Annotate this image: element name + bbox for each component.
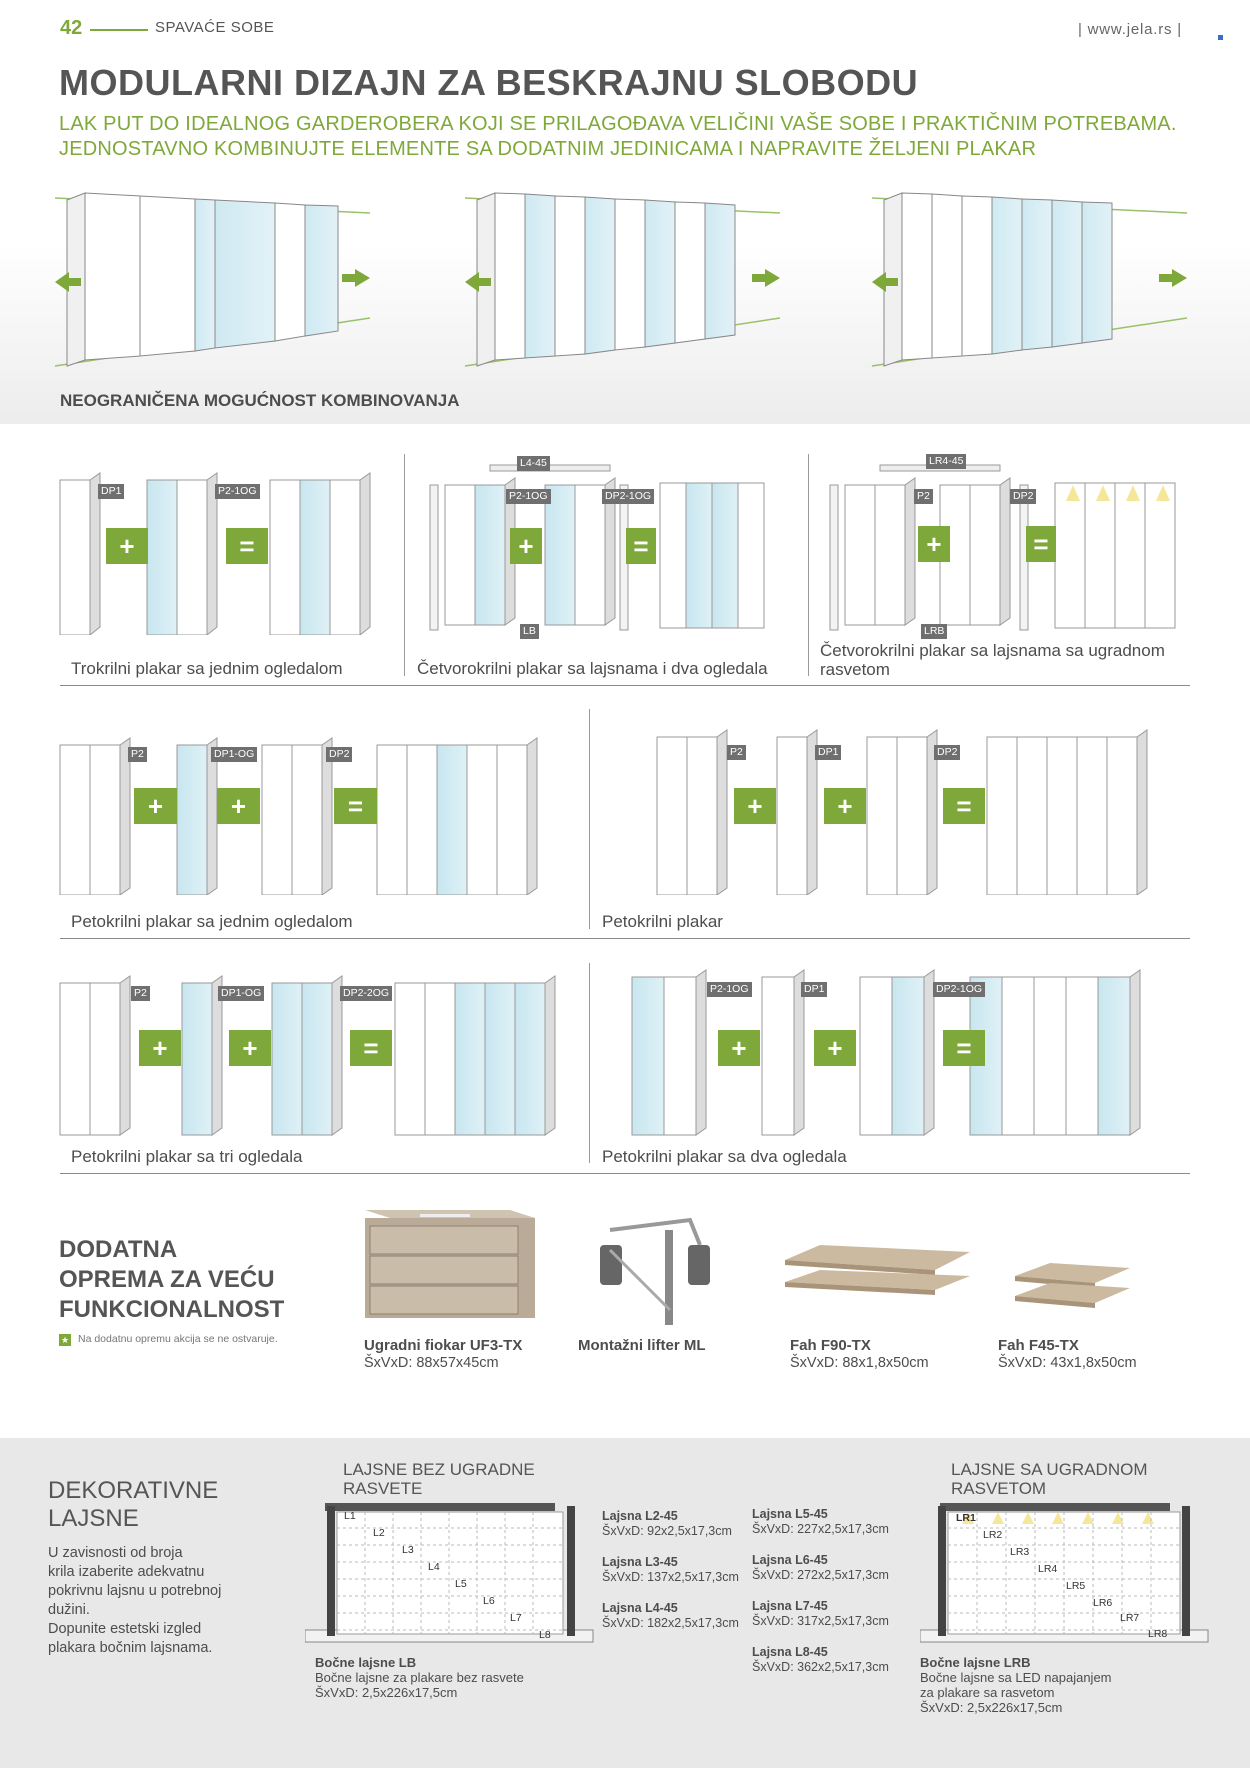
- plus-operator: +: [918, 526, 950, 562]
- star-icon: ★: [60, 1335, 70, 1345]
- lajsna-dims: ŠxVxD: 92x2,5x17,3cm: [602, 1524, 732, 1538]
- molding-label: L2: [373, 1527, 385, 1539]
- with-light-title-1: LAJSNE SA UGRADNOM: [951, 1460, 1148, 1479]
- accessories-title-1: DODATNA: [59, 1236, 178, 1263]
- molding-label: LR1: [956, 1512, 976, 1524]
- lajsna-name: Lajsna L7-45: [752, 1599, 828, 1613]
- badge-p2: P2: [914, 489, 933, 504]
- combo-caption: Petokrilni plakar: [602, 912, 723, 931]
- lajsna-item: [602, 1601, 739, 1631]
- wardrobe-illustration-1: [55, 193, 370, 366]
- with-light-title-2: RASVETOM: [951, 1479, 1047, 1498]
- side-molding-desc: Bočne lajsne sa LED napajanjem: [920, 1670, 1112, 1685]
- molding-label: LR7: [1120, 1612, 1140, 1624]
- product-dims: ŠxVxD: 43x1,8x50cm: [998, 1355, 1137, 1371]
- molding-label: LR2: [983, 1529, 1003, 1541]
- plus-operator: +: [718, 1030, 760, 1066]
- lajsna-dims: ŠxVxD: 317x2,5x17,3cm: [752, 1614, 889, 1628]
- wardrobe-illustration-2: [465, 193, 780, 366]
- molding-label: LR3: [1010, 1546, 1030, 1558]
- combo-caption: Četvorokrilni plakar sa lajsnama i dva ogledala: [417, 659, 768, 678]
- page-title: MODULARNI DIZAJN ZA BESKRAJNU SLOBODU: [59, 62, 919, 103]
- badge-dp2: DP2: [934, 745, 960, 760]
- side-molding-dims: ŠxVxD: 2,5x226x17,5cm: [920, 1700, 1063, 1715]
- combo-2-drawing: [430, 465, 764, 630]
- side-molding-name: Bočne lajsne LB: [315, 1655, 417, 1670]
- badge-p2-1og: P2-1OG: [707, 982, 752, 997]
- decor-desc-line: dužini.: [48, 1602, 90, 1618]
- lajsna-item: [602, 1555, 739, 1585]
- molding-label: LR4: [1038, 1563, 1058, 1575]
- equals-operator: =: [943, 788, 985, 824]
- badge-dp2: DP2: [1010, 489, 1036, 504]
- side-molding-name: Bočne lajsne LRB: [920, 1655, 1031, 1670]
- equals-operator: =: [226, 528, 268, 564]
- equals-operator: =: [334, 788, 377, 824]
- molding-label: LR5: [1066, 1580, 1086, 1592]
- decor-title-1: DEKORATIVNE: [48, 1477, 219, 1504]
- lajsna-item: [752, 1599, 889, 1629]
- side-molding-dims: ŠxVxD: 2,5x226x17,5cm: [315, 1685, 458, 1700]
- product-dims: ŠxVxD: 88x57x45cm: [364, 1355, 499, 1371]
- molding-label: L1: [344, 1510, 356, 1522]
- header-divider: [90, 29, 148, 31]
- intro-subtitle-1: LAK PUT DO IDEALNOG GARDEROBERA KOJI SE PRILAGOĐAVA VELIČINI VAŠE SOBE I PRAKTIČNIM POTREBAMA.: [59, 113, 1177, 135]
- product-name: Fah F90-TX: [790, 1337, 871, 1354]
- wardrobe-illustration-3: [872, 193, 1187, 366]
- plus-operator: +: [217, 788, 260, 824]
- lajsna-item: [752, 1645, 889, 1675]
- decor-description: [48, 1544, 221, 1658]
- no-light-title-2: RASVETE: [343, 1479, 423, 1498]
- decor-desc-line: pokrivnu lajsnu u potrebnoj: [48, 1583, 222, 1599]
- combo-3-drawing: [830, 465, 1175, 630]
- badge-dp2-1og: DP2-1OG: [933, 982, 985, 997]
- decor-desc-line: Dopunite estetski izgled: [48, 1621, 202, 1637]
- section-title: SPAVAĆE SOBE: [155, 19, 275, 36]
- combo-caption: Četvorokrilni plakar sa lajsnama sa ugradnom rasvetom: [820, 641, 1165, 679]
- molding-label: L4: [428, 1561, 440, 1573]
- lajsna-name: Lajsna L8-45: [752, 1645, 828, 1659]
- side-molding-desc: Bočne lajsne za plakare bez rasvete: [315, 1670, 524, 1685]
- logo-dot-icon: [1218, 35, 1223, 40]
- wardrobe-combinations-illustration: [55, 188, 1195, 378]
- drawer-unit-image: [360, 1200, 540, 1325]
- badge-dp1: DP1: [815, 745, 841, 760]
- lifter-image: [590, 1200, 720, 1330]
- badge-lb: LB: [520, 624, 539, 639]
- molding-label: L3: [402, 1544, 414, 1556]
- combo-label: NEOGRANIČENA MOGUĆNOST KOMBINOVANJA: [60, 391, 460, 410]
- equals-operator: =: [943, 1030, 985, 1066]
- badge-lrb: LRB: [921, 624, 947, 639]
- molding-label: L6: [483, 1595, 495, 1607]
- badge-p2: P2: [131, 986, 150, 1001]
- lajsna-dims: ŠxVxD: 182x2,5x17,3cm: [602, 1616, 739, 1630]
- column-divider: [808, 454, 809, 676]
- no-light-title-1: LAJSNE BEZ UGRADNE: [343, 1460, 535, 1479]
- equals-operator: =: [350, 1030, 392, 1066]
- product-dims: ŠxVxD: 88x1,8x50cm: [790, 1355, 929, 1371]
- lajsna-name: Lajsna L2-45: [602, 1509, 678, 1523]
- equals-operator: =: [1026, 526, 1056, 562]
- badge-dp2: DP2: [326, 747, 352, 762]
- lajsna-dims: ŠxVxD: 227x2,5x17,3cm: [752, 1522, 889, 1536]
- lajsna-dims: ŠxVxD: 137x2,5x17,3cm: [602, 1570, 739, 1584]
- plus-operator: +: [134, 788, 177, 824]
- badge-dp1-og: DP1-OG: [211, 747, 257, 762]
- lajsna-item: [602, 1509, 732, 1539]
- row-divider: [60, 1173, 1190, 1174]
- plus-operator: +: [824, 788, 866, 824]
- row-divider: [60, 938, 1190, 939]
- badge-lr4-45: LR4-45: [926, 454, 966, 469]
- lajsna-name: Lajsna L4-45: [602, 1601, 678, 1615]
- lajsna-name: Lajsna L3-45: [602, 1555, 678, 1569]
- badge-dp1: DP1: [98, 484, 124, 499]
- decor-title-2: LAJSNE: [48, 1505, 139, 1532]
- product-name: Fah F45-TX: [998, 1337, 1079, 1354]
- combo-caption: Trokrilni plakar sa jednim ogledalom: [71, 659, 343, 678]
- plus-operator: +: [106, 528, 148, 564]
- website-link[interactable]: | www.jela.rs |: [1078, 21, 1182, 38]
- lajsna-item: [752, 1507, 889, 1537]
- lajsna-item: [752, 1553, 889, 1583]
- decor-desc-line: krila izaberite adekvatnu: [48, 1564, 205, 1580]
- plus-operator: +: [814, 1030, 856, 1066]
- column-divider: [404, 454, 405, 676]
- shelf-90-image: [780, 1240, 970, 1310]
- equals-operator: =: [626, 528, 656, 564]
- badge-dp1: DP1: [801, 982, 827, 997]
- lajsna-dims: ŠxVxD: 362x2,5x17,3cm: [752, 1660, 889, 1674]
- accessories-title-2: OPREMA ZA VEĆU: [59, 1266, 275, 1293]
- page-number: 42: [60, 17, 83, 39]
- shelf-45-image: [1010, 1258, 1135, 1318]
- molding-label: LR8: [1148, 1628, 1168, 1640]
- side-molding-desc: za plakare sa rasvetom: [920, 1685, 1055, 1700]
- badge-dp1-og: DP1-OG: [218, 986, 264, 1001]
- combo-caption: Petokrilni plakar sa tri ogledala: [71, 1147, 303, 1166]
- molding-label: L7: [510, 1612, 522, 1624]
- accessories-title-3: FUNKCIONALNOST: [59, 1296, 285, 1323]
- molding-label: L8: [539, 1629, 551, 1641]
- column-divider: [589, 963, 590, 1163]
- badge-dp2-1og: DP2-1OG: [602, 489, 654, 504]
- lajsna-name: Lajsna L6-45: [752, 1553, 828, 1567]
- badge-l4-45: L4-45: [517, 456, 550, 471]
- plus-operator: +: [734, 788, 776, 824]
- badge-p2: P2: [727, 745, 746, 760]
- combo-caption: Petokrilni plakar sa dva ogledala: [602, 1147, 847, 1166]
- badge-p2-1og: P2-1OG: [506, 489, 551, 504]
- decor-desc-line: U zavisnosti od broja: [48, 1545, 183, 1561]
- plus-operator: +: [510, 528, 542, 564]
- combo-caption: Petokrilni plakar sa jednim ogledalom: [71, 912, 353, 931]
- row-divider: [60, 685, 1190, 686]
- accessories-note: Na dodatnu opremu akcija se ne ostvaruje.: [78, 1333, 278, 1345]
- plus-operator: +: [229, 1030, 271, 1066]
- column-divider: [589, 709, 590, 929]
- badge-p2-1og: P2-1OG: [215, 484, 260, 499]
- badge-dp2-2og: DP2-2OG: [340, 986, 392, 1001]
- lajsna-dims: ŠxVxD: 272x2,5x17,3cm: [752, 1568, 889, 1582]
- product-name: Montažni lifter ML: [578, 1337, 706, 1354]
- lajsna-name: Lajsna L5-45: [752, 1507, 828, 1521]
- intro-subtitle-2: JEDNOSTAVNO KOMBINUJTE ELEMENTE SA DODATNIM JEDINICAMA I NAPRAVITE ŽELJENI PLAKAR: [59, 138, 1037, 160]
- plus-operator: +: [139, 1030, 181, 1066]
- molding-label: LR6: [1093, 1597, 1113, 1609]
- molding-label: L5: [455, 1578, 467, 1590]
- product-name: Ugradni fiokar UF3-TX: [364, 1337, 523, 1354]
- decor-desc-line: plakara bočnim lajsnama.: [48, 1640, 213, 1656]
- badge-p2: P2: [128, 747, 147, 762]
